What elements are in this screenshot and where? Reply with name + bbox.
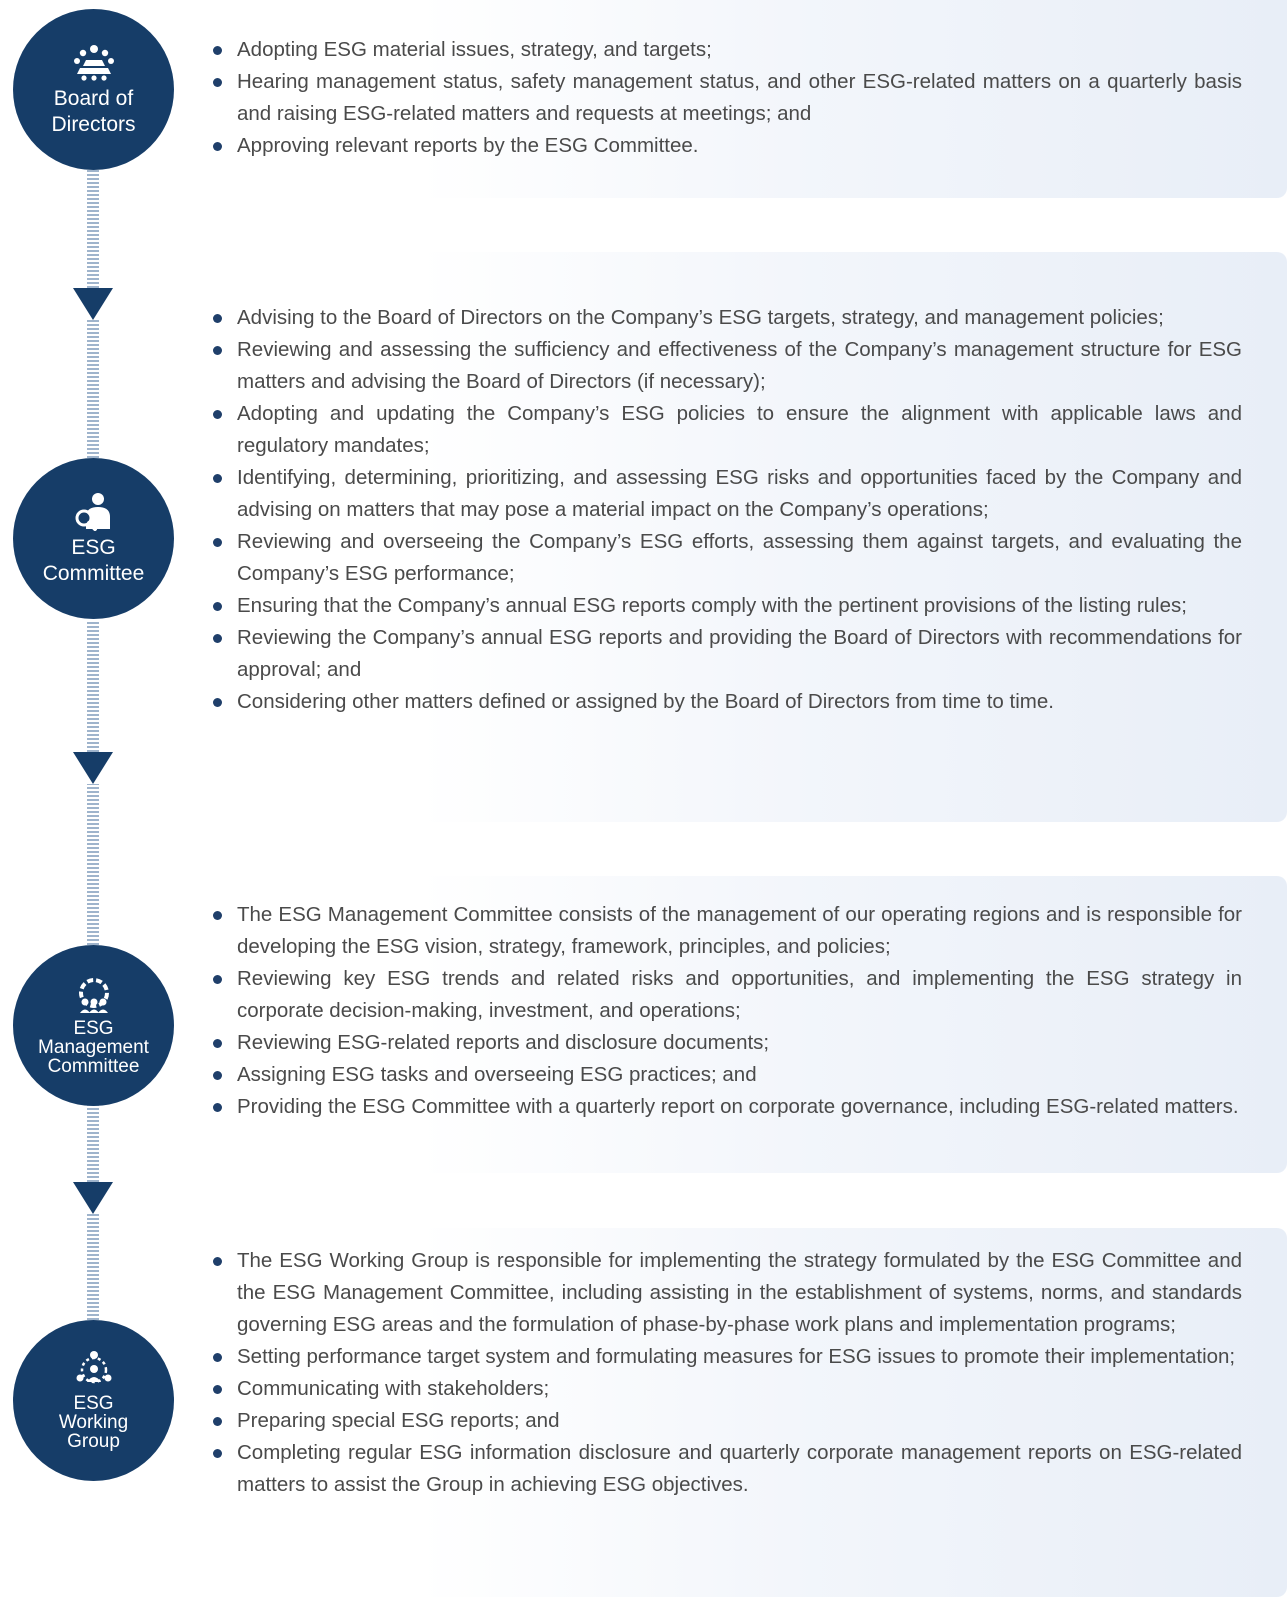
list-item: Hearing management status, safety management status, and other ESG-related matters on a quarterly basis and raising ESG-related matters and requests at meetings; and (212, 66, 1242, 130)
list-item: Ensuring that the Company’s annual ESG reports comply with the pertinent provisions of the listing rules; (212, 590, 1242, 622)
esg-management-committee-node (13, 945, 174, 1106)
list-item: Approving relevant reports by the ESG Committee. (212, 130, 1242, 162)
list-item: Completing regular ESG information disclosure and quarterly corporate management reports on ESG-related matters to assist the Group in achieving ESG objectives. (212, 1437, 1242, 1501)
connector-line (87, 784, 99, 945)
person-search-icon (72, 491, 116, 531)
connector-line (87, 320, 99, 458)
team-circle-icon (72, 1350, 116, 1390)
connector-line (87, 1104, 99, 1182)
esg-committee-node (13, 458, 174, 619)
list-item: Preparing special ESG reports; and (212, 1405, 1242, 1437)
board-meeting-icon (72, 42, 116, 82)
management-committee-responsibilities-list (212, 899, 1242, 1123)
list-item: Advising to the Board of Directors on the Company’s ESG targets, strategy, and management policies; (212, 302, 1242, 334)
node-label: ESG Management Committee (38, 1018, 149, 1077)
gear-team-icon (72, 975, 116, 1015)
connector-line (87, 1214, 99, 1320)
connector-line (87, 170, 99, 288)
list-item: Communicating with stakeholders; (212, 1373, 1242, 1405)
list-item: Adopting ESG material issues, strategy, and targets; (212, 34, 1242, 66)
board-of-directors-node (13, 9, 174, 170)
list-item: Adopting and updating the Company’s ESG policies to ensure the alignment with applicable laws and regulatory mandates; (212, 398, 1242, 462)
list-item: Identifying, determining, prioritizing, and assessing ESG risks and opportunities faced by the Company and advising on matters that may pose a material impact on the Company’s operations; (212, 462, 1242, 526)
list-item: Setting performance target system and formulating measures for ESG issues to promote their implementation; (212, 1341, 1242, 1373)
list-item: Reviewing key ESG trends and related risks and opportunities, and implementing the ESG strategy in corporate decision-making, investment, and operations; (212, 963, 1242, 1027)
list-item: Assigning ESG tasks and overseeing ESG practices; and (212, 1059, 1242, 1091)
list-item: Considering other matters defined or assigned by the Board of Directors from time to time. (212, 686, 1242, 718)
list-item: Reviewing and assessing the sufficiency and effectiveness of the Company’s management structure for ESG matters and advising the Board of Directors (if necessary); (212, 334, 1242, 398)
esg-working-group-node (13, 1320, 174, 1481)
list-item: Reviewing ESG-related reports and disclosure documents; (212, 1027, 1242, 1059)
list-item: Reviewing the Company’s annual ESG reports and providing the Board of Directors with recommendations for approval; and (212, 622, 1242, 686)
esg-committee-responsibilities-list (212, 302, 1242, 718)
node-label: ESG Committee (42, 535, 145, 585)
down-arrow-icon (73, 1182, 113, 1214)
list-item: Providing the ESG Committee with a quarterly report on corporate governance, including ESG-related matters. (212, 1091, 1242, 1123)
down-arrow-icon (73, 752, 113, 784)
list-item: Reviewing and overseeing the Company’s ESG efforts, assessing them against targets, and evaluating the Company’s ESG performance; (212, 526, 1242, 590)
connector-line (87, 622, 99, 752)
down-arrow-icon (73, 288, 113, 320)
working-group-responsibilities-list (212, 1245, 1242, 1501)
node-label: Board of Directors (51, 86, 136, 136)
node-label: ESG Working Group (58, 1393, 129, 1452)
list-item: The ESG Working Group is responsible for implementing the strategy formulated by the ESG Committee and the ESG Management Committee, including assisting in the establishment of systems, norms, and standards governing ESG areas and the formulation of phase-by-phase work plans and implementation programs; (212, 1245, 1242, 1341)
board-responsibilities-list (212, 34, 1242, 162)
list-item: The ESG Management Committee consists of the management of our operating regions and is responsible for developing the ESG vision, strategy, framework, principles, and policies; (212, 899, 1242, 963)
